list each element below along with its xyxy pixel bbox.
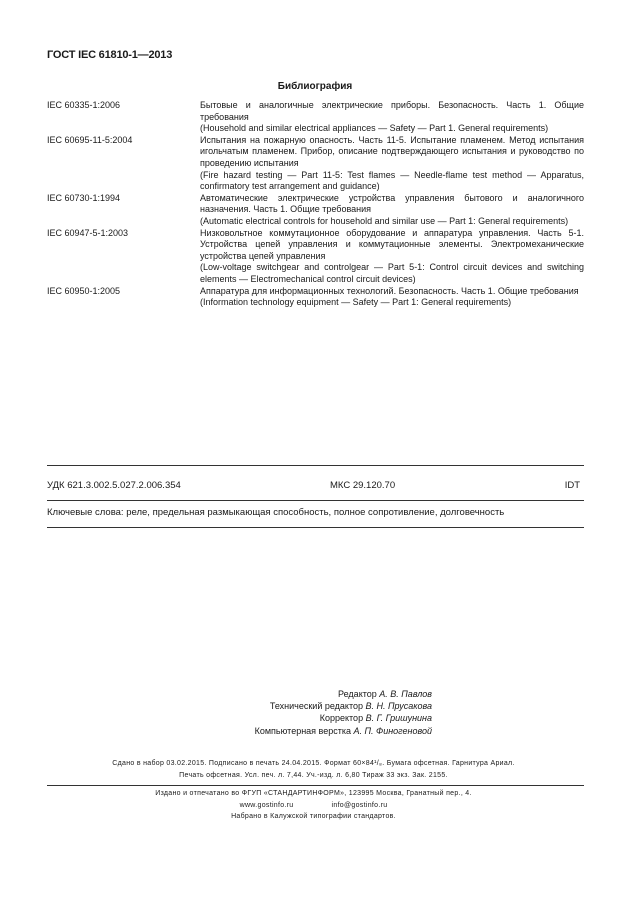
credit-name: А. В. Павлов [379, 689, 432, 699]
udk-code: УДК 621.3.002.5.027.2.006.354 [47, 480, 181, 491]
standard-code: IEC 60335-1:2006 [47, 100, 121, 110]
publisher-address: Издано и отпечатано во ФГУП «СТАНДАРТИНФОРМ», 123995 Москва, Гранатный пер., 4. [155, 790, 472, 797]
website-link[interactable]: www.gostinfo.ru [239, 801, 294, 809]
bibliography-entry [47, 286, 584, 309]
title-en: (Automatic electrical controls for household and similar use — Part 1: General requirements) [200, 215, 569, 226]
title-en: (Information technology equipment — Safety — Part 1: General requirements) [200, 297, 512, 308]
keywords: Ключевые слова: реле, предельная размыкающая способность, полное сопротивление, долговечность [47, 507, 505, 518]
credit-line [222, 688, 432, 700]
credit-line [222, 700, 432, 712]
divider-imprint [47, 785, 584, 786]
standard-code: IEC 60947-5-1:2003 [47, 227, 129, 238]
typeset-note: Набрано в Калужской типографии стандартов. [231, 813, 396, 820]
print-details [47, 758, 580, 782]
bibliography-entry [47, 100, 584, 135]
standard-code: IEC 60730-1:1994 [47, 192, 121, 203]
title-ru: Испытания на пожарную опасность. Часть 11-5. Испытание пламенем. Метод испытания игольчатым пламенем. Прибор, описание подтверждающего испытания и руководство по проведению испытания [200, 134, 584, 168]
divider-bottom [47, 527, 584, 528]
bibliography-list [47, 100, 584, 309]
publisher-contacts [47, 800, 580, 812]
print-details-line1: Сдано в набор 03.02.2015. Подписано в печать 24.04.2015. Формат 60×84¹/₈. Бумага офсетная. Гарнитура Ариал. [112, 760, 515, 767]
credit-name: В. Г. Гришунина [365, 713, 432, 724]
credit-role: Компьютерная верстка [254, 725, 352, 736]
bibliography-title: Библиография [277, 81, 353, 92]
mks-code: МКС 29.120.70 [330, 480, 396, 491]
divider-middle [47, 500, 584, 501]
credit-line [222, 712, 432, 724]
equivalence-code: IDT [564, 480, 580, 491]
title-ru: Автоматические электрические устройства управления бытового и аналогичного назначения. Часть 1. Общие требования [200, 192, 584, 215]
standard-code: IEC 60695-11-5:2004 [47, 134, 133, 145]
bibliography-entry [47, 228, 584, 286]
standard-description [200, 135, 584, 193]
email-link[interactable]: info@gostinfo.ru [331, 801, 388, 809]
standard-description [200, 100, 584, 135]
print-details-line2: Печать офсетная. Усл. печ. л. 7,44. Уч.-изд. л. 6,80 Тираж 33 экз. Зак. 2155. [179, 772, 448, 779]
credit-name: В. Н. Прусакова [365, 701, 432, 712]
document-code: ГОСТ IEC 61810-1—2013 [47, 49, 173, 61]
title-en: (Fire hazard testing — Part 11-5: Test flames — Needle-flame test method — Apparatus, confirmatory test arrangement and guidance) [200, 169, 584, 192]
standard-description [200, 228, 584, 286]
title-ru: Аппаратура для информационных технологий. Безопасность. Часть 1. Общие требования [200, 285, 579, 296]
title-ru: Низковольтное коммутационное оборудование и аппаратура управления. Часть 5-1. Устройства цепей управления и коммутационные элементы. Электромеханические устройства цепей управления [200, 227, 584, 261]
bibliography-entry [47, 135, 584, 193]
credit-role: Редактор [338, 689, 377, 699]
bibliography-entry [47, 193, 584, 228]
publisher-info [47, 788, 580, 823]
standard-code: IEC 60950-1:2005 [47, 285, 121, 296]
credit-name: А. П. Финогеновой [353, 725, 432, 736]
credit-line [222, 725, 432, 737]
title-en: (Low-voltage switchgear and controlgear — Part 5-1: Control circuit devices and switching elements — Electromechanical control circuit devices) [200, 262, 584, 284]
divider-top [47, 465, 584, 466]
title-ru: Бытовые и аналогичные электрические приборы. Безопасность. Часть 1. Общие требования [200, 100, 584, 122]
credits-block [222, 688, 432, 737]
standard-description [200, 193, 584, 228]
title-en: (Household and similar electrical appliances — Safety — Part 1. General requirements) [200, 123, 549, 134]
standard-description [200, 286, 584, 309]
credit-role: Технический редактор [269, 701, 363, 712]
credit-role: Корректор [319, 713, 364, 724]
